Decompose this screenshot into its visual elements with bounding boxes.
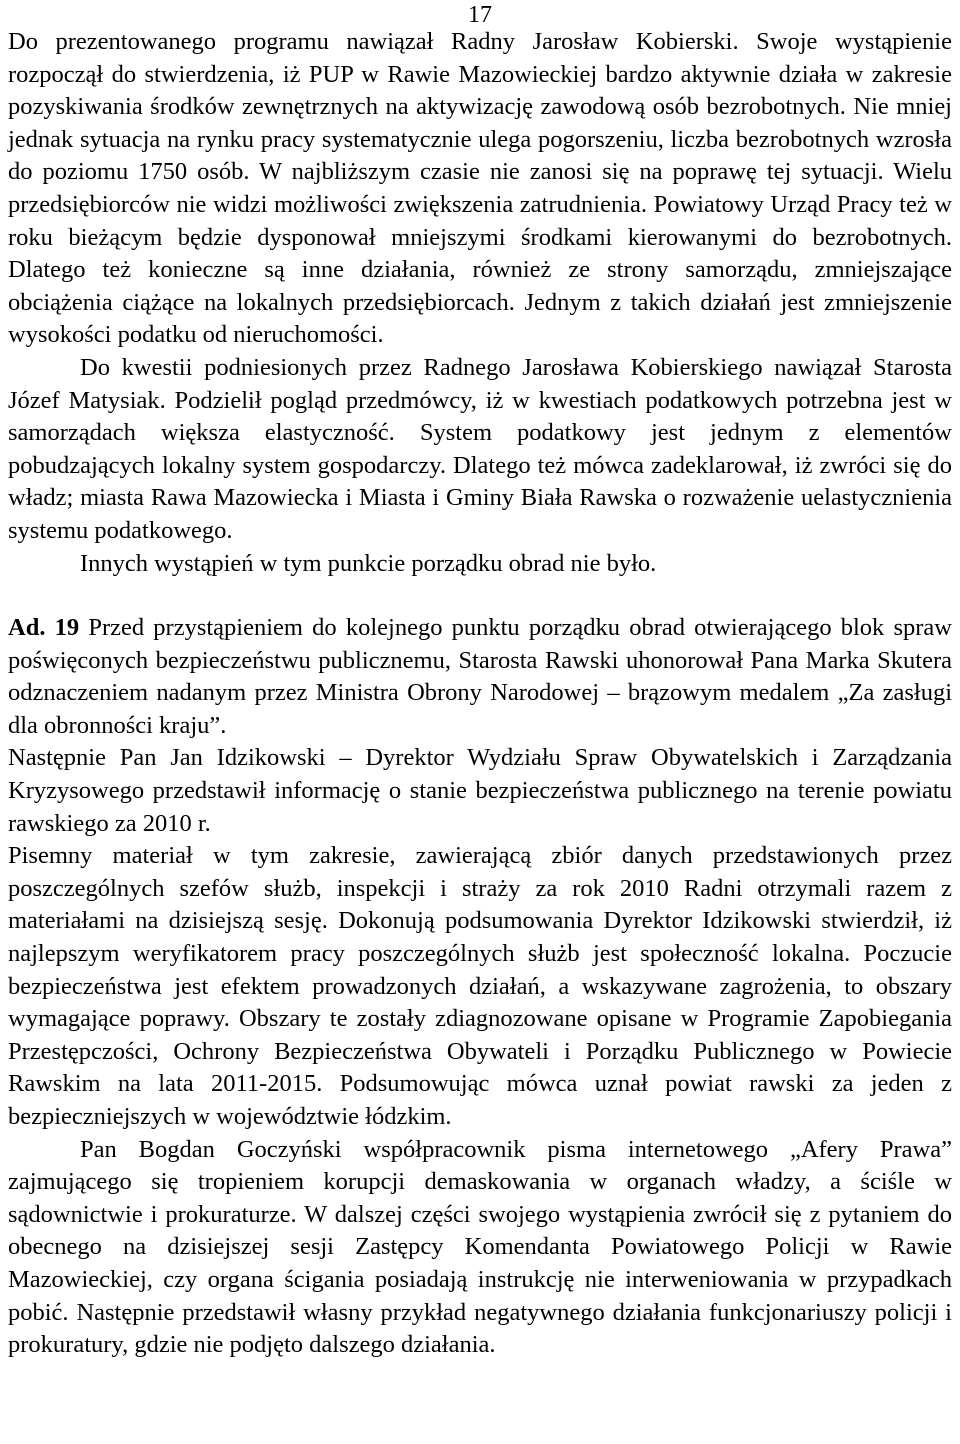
paragraph-agenda-item-19 [8, 612, 952, 742]
paragraph-spacer [8, 580, 952, 612]
page-number: 17 [468, 2, 492, 28]
paragraph-goczynski: Pan Bogdan Goczyński współpracownik pisma internetowego „Afery Prawa” zajmującego się tropieniem korupcji demaskowania w organach władzy, a ściśle w sądownictwie i prokuraturze. W dalszej części swojego wystąpienia zwrócił się z pytaniem do obecnego na dzisiejszej sesji Zastępcy Komendanta Powiatowego Policji w Rawie Mazowieckiej, czy organa ścigania posiadają instrukcję nie interweniowania w przypadkach pobić. Następnie przedstawił własny przykład negatywnego działania funkcjonariuszy policji i prokuratury, gdzie nie podjęto dalszego działania. [8, 1135, 952, 1359]
paragraph-written-material: Pisemny materiał w tym zakresie, zawierającą zbiór danych przedstawionych przez poszczególnych szefów służb, inspekcji i straży za rok 2010 Radni otrzymali razem z materiałami na dzisiejszą sesję. Dokonują podsumowania Dyrektor Idzikowski stwierdził, iż najlepszym weryfikatorem pracy poszczególnych służb jest społeczność lokalna. Poczucie bezpieczeństwa jest efektem prowadzonych działań, a wskazywane zagrożenia, to obszary wymagające poprawy. Obszary te zostały zdiagnozowane opisane w Programie Zapobiegania Przestępczości, Ochrony Bezpieczeństwa Obywateli i Porządku Publicznego w Powiecie Rawskim na lata 2011-2015. Podsumowując mówca uznał powiat rawski za jeden z bezpieczniejszych w województwie łódzkim. [8, 842, 952, 1130]
document-body [8, 26, 952, 1362]
paragraph-idzikowski: Następnie Pan Jan Idzikowski – Dyrektor Wydziału Spraw Obywatelskich i Zarządzania Kryzysowego przedstawił informację o stanie bezpieczeństwa publicznego na terenie powiatu rawskiego za 2010 r. [8, 744, 952, 837]
paragraph-matysiak: Do kwestii podniesionych przez Radnego Jarosława Kobierskiego nawiązał Starosta Józef Matysiak. Podzielił pogląd przedmówcy, iż w kwestiach podatkowych potrzebna jest w samorządach większa elastyczność. System podatkowy jest jednym z elementów pobudzających lokalny system gospodarczy. Dlatego też mówca zadeklarował, iż zwróci się do władz; miasta Rawa Mazowiecka i Miasta i Gminy Biała Rawska o rozważenie uelastycznienia systemu podatkowego. [8, 353, 952, 544]
agenda-item-label: Ad. 19 [8, 614, 80, 642]
paragraph-kobierski: Do prezentowanego programu nawiązał Radny Jarosław Kobierski. Swoje wystąpienie rozpoczął do stwierdzenia, iż PUP w Rawie Mazowieckiej bardzo aktywnie działa w zakresie pozyskiwania środków zewnętrznych na aktywizację zawodową osób bezrobotnych. Nie mniej jednak sytuacja na rynku pracy systematycznie ulega pogorszeniu, liczba bezrobotnych wzrosła do poziomu 1750 osób. W najbliższym czasie nie zanosi się na poprawę tej sytuacji. Wielu przedsiębiorców nie widzi możliwości zwiększenia zatrudnienia. Powiatowy Urząd Pracy też w roku bieżącym będzie dysponował mniejszymi środkami kierowanymi do bezrobotnych. Dlatego też konieczne są inne działania, również ze strony samorządu, zmniejszające obciążenia ciążące na lokalnych przedsiębiorcach. Jednym z takich działań jest zmniejszenie wysokości podatku od nieruchomości. [8, 28, 952, 349]
paragraph-no-further-speeches: Innych wystąpień w tym punkcie porządku obrad nie było. [80, 549, 657, 577]
agenda-item-text: Przed przystąpieniem do kolejnego punktu porządku obrad otwierającego blok spraw poświęconych bezpieczeństwu publicznemu, Starosta Rawski uhonorował Pana Marka Skutera odznaczeniem nadanym przez Ministra Obrony Narodowej – brązowym medalem „Za zasługi dla obronności kraju”. [8, 614, 952, 739]
